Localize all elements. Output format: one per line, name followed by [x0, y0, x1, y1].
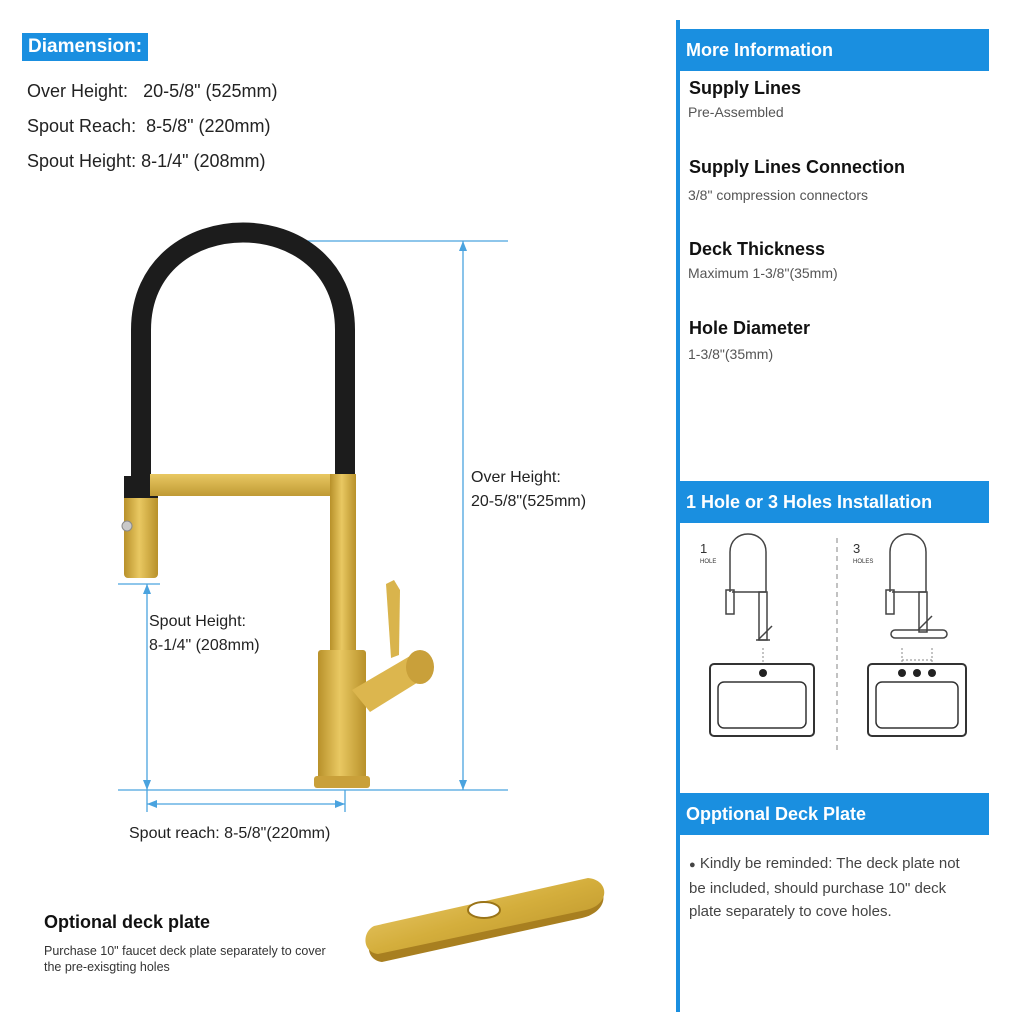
supply-lines-connection-title: Supply Lines Connection	[689, 157, 906, 177]
optional-deck-plate-description: Purchase 10" faucet deck plate separately to cover the pre-exisgting holes	[44, 944, 326, 974]
dimension-over-height	[27, 81, 278, 102]
spout-reach-annotation: Spout reach: 8-5/8"(220mm)	[129, 825, 331, 842]
deck-plate-note	[689, 852, 979, 923]
one-hole-number: 1	[700, 541, 708, 556]
annotation-label: Spout Height:	[149, 613, 246, 630]
deck-thickness-value: Maximum 1-3/8"(35mm)	[688, 265, 838, 281]
three-holes-faucet-icon	[886, 534, 947, 638]
deck-thickness-title: Deck Thickness	[689, 239, 826, 259]
over-height-annotation	[471, 466, 586, 514]
bullet-icon: ●	[689, 859, 696, 871]
dimension-value: 8-5/8" (220mm)	[146, 116, 271, 136]
handle-cap	[406, 650, 434, 684]
installation-header: 1 Hole or 3 Holes Installation	[680, 481, 989, 523]
three-holes-label: HOLES	[853, 559, 874, 565]
dimension-label: Over Height:	[27, 81, 129, 101]
deck-plate-panel-header: Opptional Deck Plate	[680, 793, 989, 835]
spout-height-annotation	[149, 610, 260, 658]
annotation-value: 20-5/8"(525mm)	[471, 493, 587, 510]
dimension-label: Spout Height:	[27, 151, 137, 171]
pull-down-hose	[141, 233, 345, 481]
supply-lines-value: Pre-Assembled	[688, 104, 784, 120]
faucet-base-body	[318, 650, 366, 780]
hole-diameter-value: 1-3/8"(35mm)	[688, 346, 774, 362]
optional-deck-plate-title: Optional deck plate	[44, 912, 211, 932]
dimension-spout-reach	[27, 116, 271, 137]
handle-lever	[386, 580, 400, 658]
deck-plate-image	[360, 870, 620, 970]
dimension-spout-height	[27, 151, 266, 172]
more-info-header: More Information	[680, 29, 989, 71]
supply-lines-title: Supply Lines	[689, 78, 802, 98]
faucet-base-ring	[314, 776, 370, 788]
one-hole-faucet-icon	[726, 534, 772, 640]
three-holes-sink-icon	[868, 648, 966, 736]
three-holes-number: 3	[853, 541, 861, 556]
spout-arm	[150, 474, 350, 496]
dimension-title: Diamension:	[22, 33, 148, 61]
dimension-value: 8-1/4" (208mm)	[141, 151, 266, 171]
one-hole-label: HOLE	[700, 559, 717, 565]
hole-diameter-title: Hole Diameter	[689, 318, 811, 338]
dimension-lines	[118, 241, 508, 812]
annotation-value: 8-1/4" (208mm)	[149, 637, 260, 654]
one-hole-sink-icon	[710, 648, 814, 736]
deck-plate-note-text: Kindly be reminded: The deck plate not be included, should purchase 10" deck plate separately to cove holes.	[689, 855, 960, 920]
supply-lines-connection-value: 3/8" compression connectors	[688, 187, 869, 203]
spray-button-icon	[122, 521, 132, 531]
installation-diagram	[688, 530, 988, 760]
dimension-value: 20-5/8" (525mm)	[143, 81, 278, 101]
dimension-label: Spout Reach:	[27, 116, 137, 136]
faucet-upper-body	[330, 474, 356, 654]
faucet-dimension-illustration	[0, 220, 560, 840]
annotation-label: Over Height:	[471, 469, 561, 486]
